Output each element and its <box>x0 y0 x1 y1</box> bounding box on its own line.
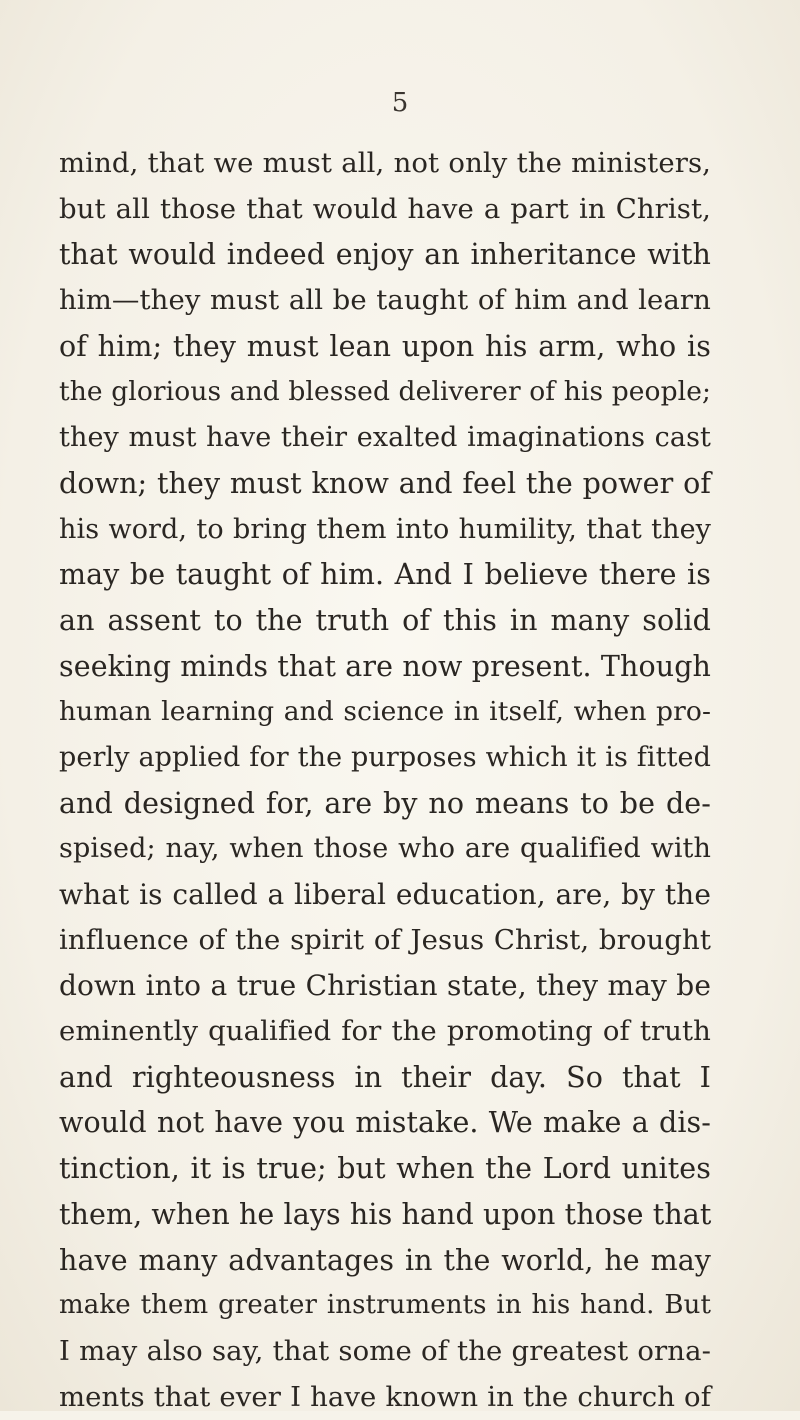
text-line: tinction, it is true; but when the Lord unites <box>59 1152 711 1186</box>
text-line: I may also say, that some of the greatest orna- <box>59 1334 711 1367</box>
text-line: but all those that would have a part in Christ, <box>59 192 711 225</box>
text-line: and designed for, are by no means to be de- <box>59 786 711 820</box>
text-line: him—they must all be taught of him and learn <box>59 284 711 317</box>
text-line: them, when he lays his hand upon those that <box>59 1197 712 1231</box>
text-line: his word, to bring them into humility, that they <box>59 513 711 545</box>
text-line: would not have you mistake. We make a dis- <box>59 1106 711 1140</box>
text-line: of him; they must lean upon his arm, who is <box>59 329 711 363</box>
text-line: human learning and science in itself, when pro- <box>59 696 711 728</box>
text-line: mind, that we must all, not only the ministers, <box>59 147 711 179</box>
text-line: make them greater instruments in his hand. But <box>59 1290 711 1321</box>
text-line: an assent to the truth of this in many solid <box>59 603 711 637</box>
text-line: and righteousness in their day. So that I <box>59 1060 711 1094</box>
text-line: spised; nay, when those who are qualified with <box>59 833 711 865</box>
text-line: perly applied for the purposes which it is fitted <box>59 741 711 773</box>
text-line: eminently qualified for the promoting of truth <box>59 1015 711 1048</box>
page-number: 5 <box>391 88 409 118</box>
body-text <box>59 141 711 1420</box>
text-line: have many advantages in the world, he may <box>59 1243 711 1277</box>
text-line: that would indeed enjoy an inheritance with <box>59 238 711 272</box>
text-line: influence of the spirit of Jesus Christ, brought <box>59 923 711 956</box>
text-line: down; they must know and feel the power of <box>59 466 711 500</box>
text-line: what is called a liberal education, are, by the <box>59 878 711 911</box>
text-line: down into a true Christian state, they may be <box>59 969 711 1003</box>
text-line: ments that ever I have known in the church of <box>59 1380 711 1413</box>
text-line: they must have their exalted imaginations cast <box>59 422 711 454</box>
text-line: the glorious and blessed deliverer of his people; <box>59 376 712 408</box>
text-line: seeking minds that are now present. Though <box>59 649 711 683</box>
text-line: may be taught of him. And I believe there is <box>59 558 711 592</box>
